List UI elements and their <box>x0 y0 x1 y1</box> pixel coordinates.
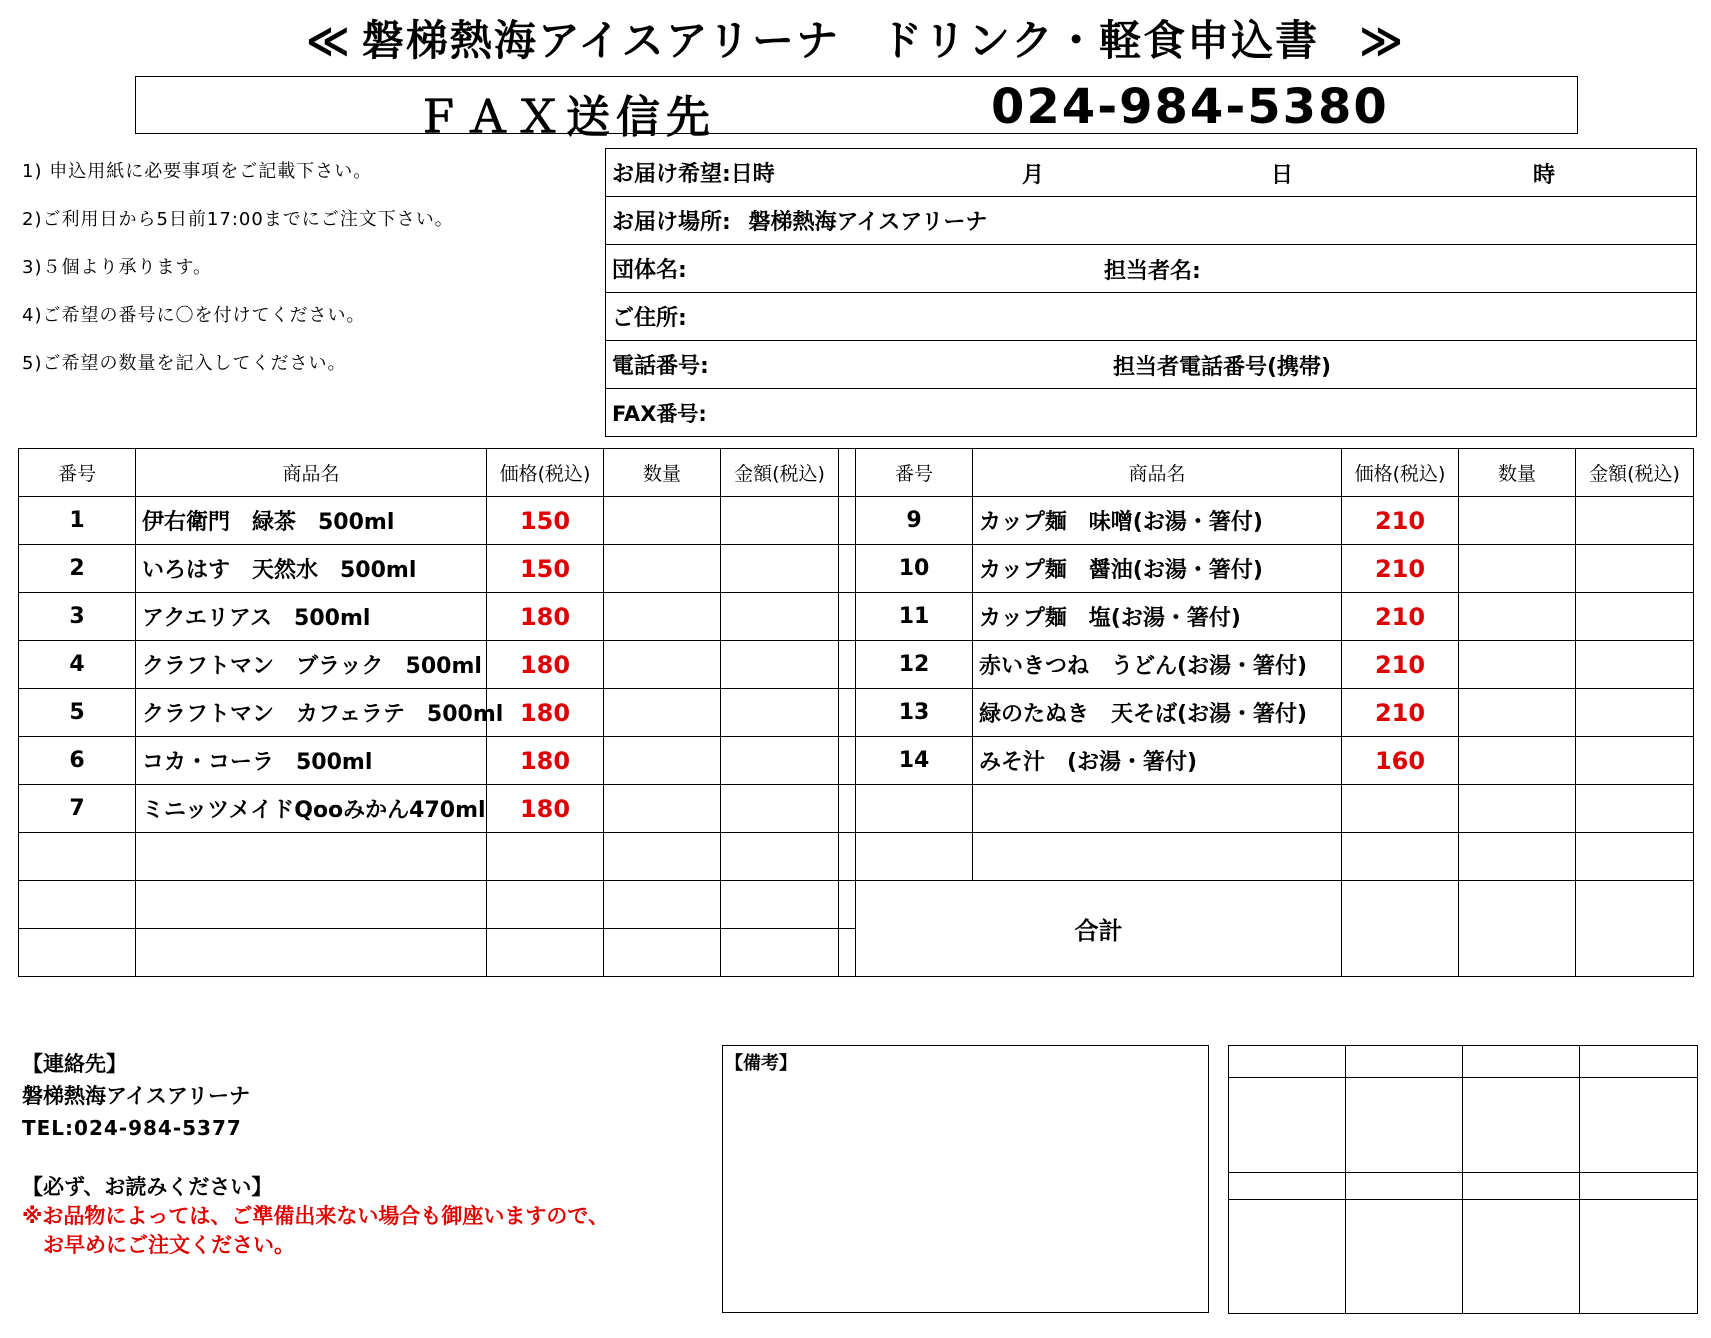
item-name: ミニッツメイドQooみかん470ml <box>136 785 487 833</box>
stamp-cell[interactable] <box>1463 1173 1580 1200</box>
quantity-cell[interactable] <box>1459 737 1576 785</box>
quantity-cell[interactable] <box>604 881 721 929</box>
amount-cell[interactable] <box>1576 593 1694 641</box>
item-name: みそ汁 (お湯・箸付) <box>973 737 1342 785</box>
amount-cell[interactable] <box>721 689 839 737</box>
item-price <box>1342 833 1459 881</box>
item-price: 210 <box>1342 545 1459 593</box>
amount-cell[interactable] <box>721 929 839 977</box>
contact-block <box>22 1048 250 1144</box>
item-name: アクエリアス 500ml <box>136 593 487 641</box>
column-gap <box>839 785 856 833</box>
product-table <box>18 448 1694 977</box>
notice-block <box>22 1173 609 1260</box>
item-number: 13 <box>856 689 973 737</box>
header-amount: 金額(税込) <box>721 449 839 497</box>
contact-heading: 【連絡先】 <box>22 1052 127 1076</box>
fax-number: 024-984-5380 <box>991 79 1389 135</box>
quantity-cell[interactable] <box>1459 641 1576 689</box>
mobile-label: 担当者電話番号(携帯) <box>1113 355 1332 380</box>
quantity-cell[interactable] <box>604 929 721 977</box>
page-title <box>0 8 1711 68</box>
item-price: 210 <box>1342 689 1459 737</box>
total-quantity-cell[interactable] <box>1459 881 1576 977</box>
header-product-name: 商品名 <box>136 449 487 497</box>
item-name <box>136 833 487 881</box>
delivery-place-field <box>606 197 1697 245</box>
item-name: カップ麺 味噌(お湯・箸付) <box>973 497 1342 545</box>
instruction-item: 2)ご利用日から5日前17:00までにご注文下さい。 <box>22 209 454 230</box>
quantity-cell[interactable] <box>604 785 721 833</box>
quantity-cell[interactable] <box>1459 689 1576 737</box>
item-price: 180 <box>487 689 604 737</box>
instructions <box>22 160 454 400</box>
notice-heading: 【必ず、お読みください】 <box>22 1175 273 1199</box>
header-quantity: 数量 <box>1459 449 1576 497</box>
title-sub: ドリンク・軽食申込書 <box>879 16 1320 65</box>
item-name: 緑のたぬき 天そば(お湯・箸付) <box>973 689 1342 737</box>
quantity-cell[interactable] <box>604 497 721 545</box>
instruction-item: 3)５個より承ります。 <box>22 257 213 278</box>
stamp-cell[interactable] <box>1346 1200 1463 1314</box>
stamp-cell[interactable] <box>1580 1046 1698 1078</box>
item-name: クラフトマン カフェラテ 500ml <box>136 689 487 737</box>
column-gap <box>839 689 856 737</box>
group-field[interactable] <box>606 245 1697 293</box>
amount-cell[interactable] <box>721 785 839 833</box>
stamp-cell[interactable] <box>1229 1200 1346 1314</box>
stamp-cell[interactable] <box>1463 1200 1580 1314</box>
stamp-cell[interactable] <box>1346 1173 1463 1200</box>
phone-label: 電話番号: <box>612 354 709 379</box>
quantity-cell[interactable] <box>604 689 721 737</box>
item-price <box>487 881 604 929</box>
notice-line: お早めにご注文ください。 <box>22 1233 295 1257</box>
stamp-cell[interactable] <box>1463 1078 1580 1173</box>
column-gap <box>839 497 856 545</box>
quantity-cell[interactable] <box>1459 593 1576 641</box>
item-number <box>19 929 136 977</box>
column-gap <box>839 545 856 593</box>
amount-cell[interactable] <box>721 737 839 785</box>
item-number: 1 <box>19 497 136 545</box>
quantity-cell[interactable] <box>604 737 721 785</box>
item-name: カップ麺 醤油(お湯・箸付) <box>973 545 1342 593</box>
item-price: 180 <box>487 641 604 689</box>
item-number: 5 <box>19 689 136 737</box>
item-price <box>1342 785 1459 833</box>
title-main: 磐梯熱海アイスアリーナ <box>361 16 840 65</box>
hour-label: 時 <box>1533 163 1556 188</box>
amount-cell[interactable] <box>1576 497 1694 545</box>
delivery-date-field[interactable] <box>606 149 1697 197</box>
item-number <box>856 785 973 833</box>
column-gap <box>839 593 856 641</box>
item-number: 14 <box>856 737 973 785</box>
item-number: 2 <box>19 545 136 593</box>
title-open-bracket: ≪ <box>305 16 352 65</box>
item-number: 9 <box>856 497 973 545</box>
contact-tel: TEL:024-984-5377 <box>22 1116 242 1140</box>
item-number: 11 <box>856 593 973 641</box>
amount-cell[interactable] <box>1576 833 1694 881</box>
fax-box <box>135 76 1578 143</box>
fax-field-label: FAX番号: <box>612 401 707 426</box>
amount-cell[interactable] <box>721 641 839 689</box>
notice-line: ※お品物によっては、ご準備出来ない場合も御座いますので、 <box>22 1204 609 1228</box>
header-number: 番号 <box>19 449 136 497</box>
item-name: クラフトマン ブラック 500ml <box>136 641 487 689</box>
delivery-place-label: お届け場所: <box>612 210 731 235</box>
stamp-cell[interactable] <box>1580 1173 1698 1200</box>
item-name: コカ・コーラ 500ml <box>136 737 487 785</box>
amount-cell[interactable] <box>1576 785 1694 833</box>
amount-cell[interactable] <box>721 593 839 641</box>
stamp-cell[interactable] <box>1580 1200 1698 1314</box>
total-price-cell <box>1342 881 1459 977</box>
delivery-date-label: お届け希望:日時 <box>612 162 775 187</box>
item-price: 210 <box>1342 497 1459 545</box>
header-number: 番号 <box>856 449 973 497</box>
quantity-cell[interactable] <box>604 593 721 641</box>
fax-field[interactable] <box>606 389 1697 437</box>
contact-name: 磐梯熱海アイスアリーナ <box>22 1084 251 1108</box>
item-name <box>136 929 487 977</box>
amount-cell[interactable] <box>1576 641 1694 689</box>
month-label: 月 <box>1022 163 1045 188</box>
amount-cell[interactable] <box>1576 545 1694 593</box>
amount-cell[interactable] <box>721 881 839 929</box>
stamp-grid <box>1228 1045 1698 1314</box>
total-label: 合計 <box>856 881 1342 977</box>
item-price: 210 <box>1342 593 1459 641</box>
amount-cell[interactable] <box>721 545 839 593</box>
fax-label: ＦＡＸ送信先 <box>416 92 716 143</box>
item-price: 180 <box>487 737 604 785</box>
item-number <box>856 833 973 881</box>
item-name <box>973 833 1342 881</box>
amount-cell[interactable] <box>721 497 839 545</box>
stamp-cell[interactable] <box>1346 1046 1463 1078</box>
item-price: 180 <box>487 593 604 641</box>
column-gap <box>839 929 856 977</box>
item-price: 180 <box>487 785 604 833</box>
delivery-place-value: 磐梯熱海アイスアリーナ <box>748 210 988 235</box>
item-name: 伊右衛門 緑茶 500ml <box>136 497 487 545</box>
header-quantity: 数量 <box>604 449 721 497</box>
header-amount: 金額(税込) <box>1576 449 1694 497</box>
item-price <box>487 833 604 881</box>
stamp-cell[interactable] <box>1346 1078 1463 1173</box>
quantity-cell[interactable] <box>1459 785 1576 833</box>
column-gap <box>839 641 856 689</box>
title-close-bracket: ≫ <box>1359 16 1406 65</box>
amount-cell[interactable] <box>721 833 839 881</box>
group-label: 団体名: <box>612 258 687 283</box>
item-price: 150 <box>487 545 604 593</box>
quantity-cell[interactable] <box>604 545 721 593</box>
item-number: 10 <box>856 545 973 593</box>
quantity-cell[interactable] <box>604 833 721 881</box>
quantity-cell[interactable] <box>1459 497 1576 545</box>
item-price: 160 <box>1342 737 1459 785</box>
day-label: 日 <box>1271 163 1294 188</box>
item-name: カップ麺 塩(お湯・箸付) <box>973 593 1342 641</box>
quantity-cell[interactable] <box>1459 545 1576 593</box>
stamp-cell[interactable] <box>1229 1046 1346 1078</box>
address-label: ご住所: <box>612 306 687 331</box>
item-name <box>973 785 1342 833</box>
stamp-cell[interactable] <box>1229 1173 1346 1200</box>
item-name: いろはす 天然水 500ml <box>136 545 487 593</box>
person-label: 担当者名: <box>1104 259 1201 284</box>
item-number: 3 <box>19 593 136 641</box>
address-field[interactable] <box>606 293 1697 341</box>
stamp-cell[interactable] <box>1463 1046 1580 1078</box>
item-name: 赤いきつね うどん(お湯・箸付) <box>973 641 1342 689</box>
amount-cell[interactable] <box>1576 689 1694 737</box>
quantity-cell[interactable] <box>604 641 721 689</box>
instruction-item: 1) 申込用紙に必要事項をご記載下さい。 <box>22 161 373 182</box>
column-gap <box>839 737 856 785</box>
order-info-form <box>605 148 1697 437</box>
item-number <box>19 881 136 929</box>
item-number: 6 <box>19 737 136 785</box>
item-price <box>487 929 604 977</box>
header-price: 価格(税込) <box>487 449 604 497</box>
amount-cell[interactable] <box>1576 737 1694 785</box>
header-product-name: 商品名 <box>973 449 1342 497</box>
item-number: 4 <box>19 641 136 689</box>
column-gap <box>839 881 856 929</box>
total-amount-cell[interactable] <box>1576 881 1694 977</box>
stamp-cell[interactable] <box>1229 1078 1346 1173</box>
remarks-box[interactable] <box>722 1045 1209 1313</box>
column-gap <box>839 449 856 497</box>
item-number <box>19 833 136 881</box>
stamp-cell[interactable] <box>1580 1078 1698 1173</box>
item-price: 210 <box>1342 641 1459 689</box>
phone-field[interactable] <box>606 341 1697 389</box>
item-price: 150 <box>487 497 604 545</box>
item-number: 12 <box>856 641 973 689</box>
column-gap <box>839 833 856 881</box>
instruction-item: 4)ご希望の番号に〇を付けてください。 <box>22 305 366 326</box>
item-number: 7 <box>19 785 136 833</box>
quantity-cell[interactable] <box>1459 833 1576 881</box>
item-name <box>136 881 487 929</box>
header-price: 価格(税込) <box>1342 449 1459 497</box>
remarks-label: 【備考】 <box>725 1053 797 1074</box>
instruction-item: 5)ご希望の数量を記入してください。 <box>22 353 347 374</box>
